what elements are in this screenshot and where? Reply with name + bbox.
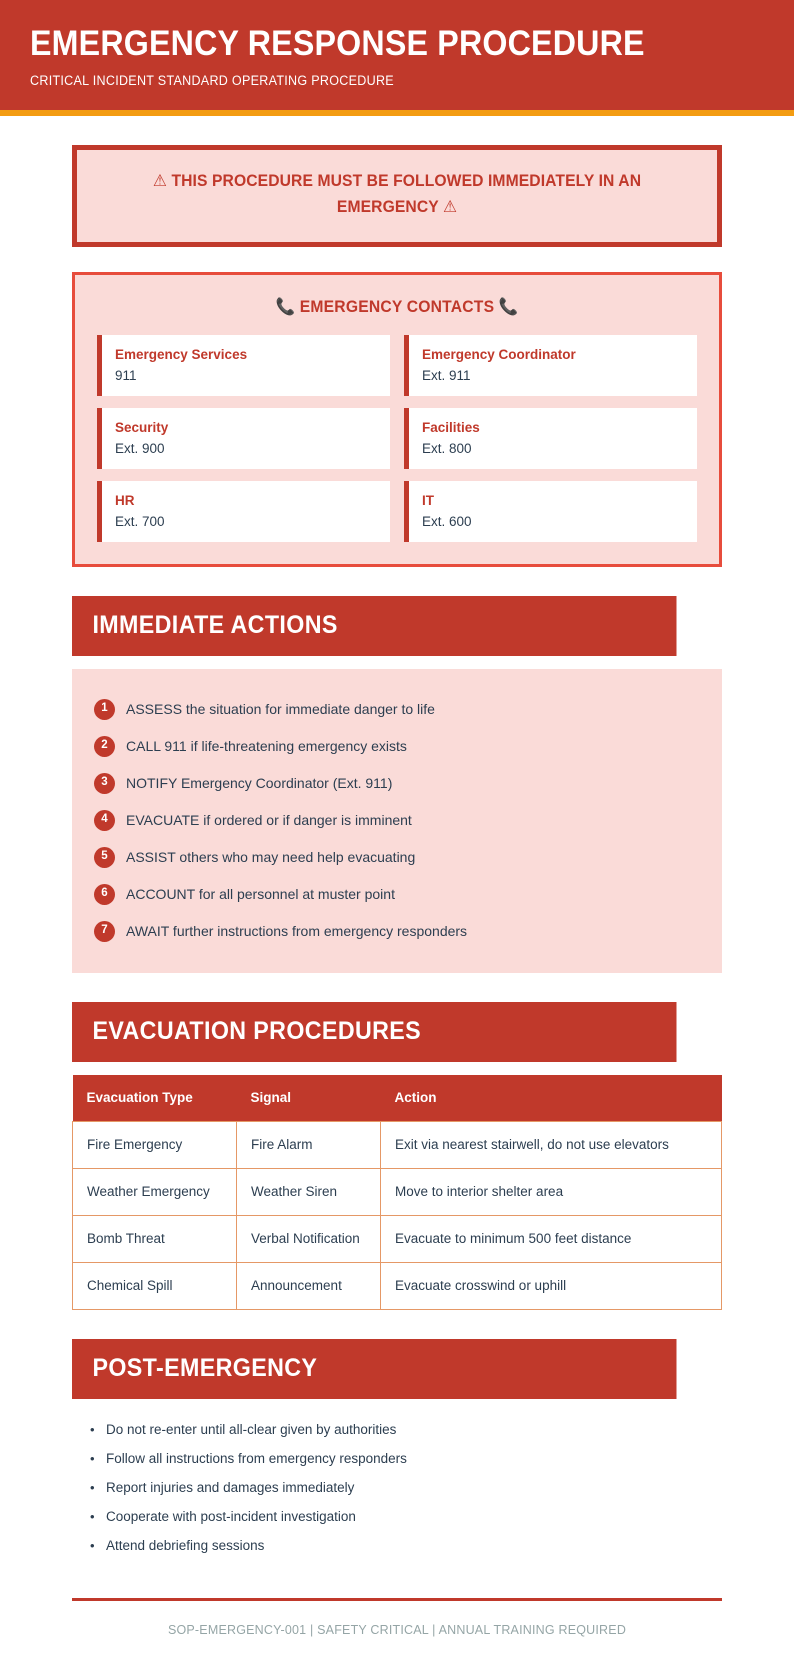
document-body	[0, 145, 794, 1670]
contact-name: HR	[115, 492, 135, 508]
phone-icon-left: 📞	[275, 297, 296, 316]
cell-signal: Fire Alarm	[237, 1121, 381, 1168]
action-item	[94, 802, 700, 839]
section-header-post-emergency: POST-EMERGENCY	[72, 1339, 677, 1399]
contact-value: Ext. 600	[422, 513, 472, 529]
cell-evacuation-type: Chemical Spill	[73, 1262, 237, 1309]
action-text: ASSIST others who may need help evacuating	[126, 849, 416, 866]
contact-name: Facilities	[422, 419, 480, 435]
post-emergency-list	[72, 1415, 722, 1560]
cell-signal: Announcement	[237, 1262, 381, 1309]
contact-card[interactable]	[404, 408, 697, 469]
cell-evacuation-type: Fire Emergency	[73, 1121, 237, 1168]
cell-action: Move to interior shelter area	[381, 1168, 722, 1215]
action-number-badge: 3	[94, 773, 115, 794]
action-text: CALL 911 if life-threatening emergency exists	[126, 738, 407, 755]
action-item	[94, 839, 700, 876]
table-header-row	[73, 1075, 722, 1122]
list-item: • Follow all instructions from emergency responders	[106, 1444, 722, 1473]
column-header-signal: Signal	[237, 1075, 381, 1122]
list-item: • Report injuries and damages immediately	[106, 1473, 722, 1502]
warning-banner	[72, 145, 722, 246]
table-row	[73, 1215, 722, 1262]
action-number-badge: 6	[94, 884, 115, 905]
action-number-badge: 2	[94, 736, 115, 757]
action-item	[94, 765, 700, 802]
contact-name: IT	[422, 492, 434, 508]
table-row	[73, 1168, 722, 1215]
action-number-badge: 7	[94, 921, 115, 942]
table-row	[73, 1262, 722, 1309]
document-footer: SOP-EMERGENCY-001 | SAFETY CRITICAL | ANNUAL TRAINING REQUIRED	[167, 1622, 627, 1637]
contact-value: Ext. 911	[422, 367, 471, 383]
cell-evacuation-type: Weather Emergency	[73, 1168, 237, 1215]
contact-value: 911	[115, 367, 137, 383]
page-title: EMERGENCY RESPONSE PROCEDURE	[30, 24, 645, 63]
warning-text: ⚠ THIS PROCEDURE MUST BE FOLLOWED IMMEDIATELY IN AN EMERGENCY ⚠	[152, 172, 642, 216]
contact-card[interactable]	[404, 335, 697, 396]
list-item: • Cooperate with post-incident investigation	[106, 1502, 722, 1531]
phone-icon-right: 📞	[498, 297, 519, 316]
action-item	[94, 728, 700, 765]
action-text: NOTIFY Emergency Coordinator (Ext. 911)	[126, 775, 393, 792]
contact-card[interactable]	[97, 335, 390, 396]
cell-action: Evacuate crosswind or uphill	[381, 1262, 722, 1309]
section-header-immediate-actions: IMMEDIATE ACTIONS	[72, 596, 677, 656]
column-header-action: Action	[381, 1075, 722, 1122]
contact-value: Ext. 700	[115, 513, 165, 529]
action-item	[94, 913, 700, 950]
action-number-badge: 5	[94, 847, 115, 868]
action-text: AWAIT further instructions from emergency responders	[126, 923, 468, 940]
list-item: • Do not re-enter until all-clear given by authorities	[106, 1415, 722, 1444]
cell-signal: Weather Siren	[237, 1168, 381, 1215]
emergency-contacts-section	[72, 272, 722, 567]
action-number-badge: 4	[94, 810, 115, 831]
column-header-evacuation-type: Evacuation Type	[73, 1075, 237, 1122]
cell-action: Evacuate to minimum 500 feet distance	[381, 1215, 722, 1262]
action-text: EVACUATE if ordered or if danger is imminent	[126, 812, 412, 829]
action-text: ASSESS the situation for immediate danger to life	[126, 701, 435, 718]
contact-value: Ext. 800	[422, 440, 472, 456]
cell-action: Exit via nearest stairwell, do not use elevators	[381, 1121, 722, 1168]
contacts-heading-label: EMERGENCY CONTACTS	[299, 297, 495, 316]
contact-card[interactable]	[97, 481, 390, 542]
page-subtitle: CRITICAL INCIDENT STANDARD OPERATING PROCEDURE	[30, 73, 394, 89]
document-header	[0, 0, 794, 116]
contact-name: Security	[115, 419, 169, 435]
contact-value: Ext. 900	[115, 440, 165, 456]
contact-name: Emergency Coordinator	[422, 346, 576, 362]
action-item	[94, 691, 700, 728]
action-number-badge: 1	[94, 699, 115, 720]
evacuation-procedures-table	[72, 1075, 722, 1310]
contacts-grid	[97, 335, 697, 542]
cell-signal: Verbal Notification	[237, 1215, 381, 1262]
cell-evacuation-type: Bomb Threat	[73, 1215, 237, 1262]
list-item: • Attend debriefing sessions	[106, 1531, 722, 1560]
action-text: ACCOUNT for all personnel at muster point	[126, 886, 395, 903]
section-header-evacuation-procedures: EVACUATION PROCEDURES	[72, 1002, 677, 1062]
action-item	[94, 876, 700, 913]
contact-name: Emergency Services	[115, 346, 248, 362]
contacts-heading	[112, 298, 682, 317]
contact-card[interactable]	[97, 408, 390, 469]
contact-card[interactable]	[404, 481, 697, 542]
table-row	[73, 1121, 722, 1168]
immediate-actions-list	[72, 669, 722, 973]
